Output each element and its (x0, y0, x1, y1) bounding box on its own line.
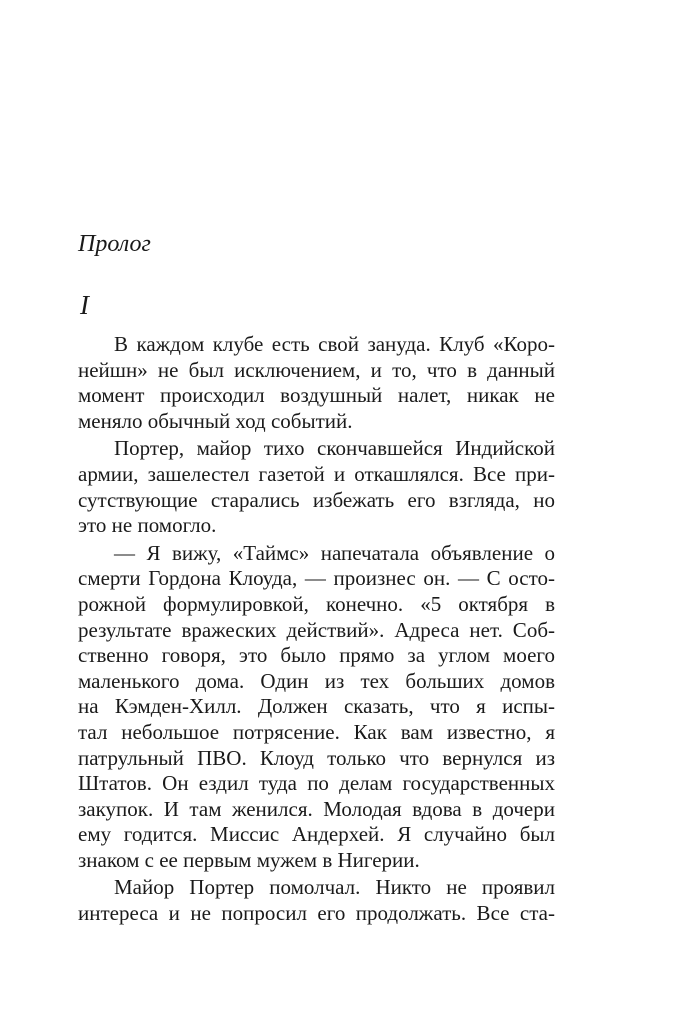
text-line: меняло обычный ход событий. (78, 408, 353, 433)
text-line: В каждом клубе есть свой зануда. Клуб «Коро- (114, 332, 555, 356)
text-line: Майор Портер помолчал. Никто не проявил (114, 875, 555, 900)
text-line: знаком с ее первым мужем в Нигерии. (78, 847, 420, 872)
text-line: армии, зашелестел газетой и откашлялся. Все при- (78, 461, 555, 486)
text-line: закупок. И там женился. Молодая вдова в дочери (78, 796, 555, 821)
text-line: результате вражеских действий». Адреса нет. Соб- (78, 617, 555, 642)
text-line: ему годится. Миссис Андерхей. Я случайно был (78, 822, 555, 847)
text-line: тал небольшое потрясение. Как вам известно, я (78, 719, 555, 744)
section-number: I (80, 290, 89, 320)
text-line: ственно говоря, это было прямо за углом моего (78, 643, 555, 668)
text-line: нейшн» не был исключением, и то, что в данный (78, 357, 555, 382)
text-line: Портер, майор тихо скончавшейся Индийской (114, 436, 555, 461)
text-line: интереса и не попросил его продолжать. Все ста- (78, 901, 555, 926)
text-line: — Я вижу, «Таймс» напечатала объявление о (114, 540, 555, 565)
text-line: Штатов. Он ездил туда по делам государственных (78, 771, 555, 796)
chapter-title: Пролог (78, 231, 151, 257)
text-line: рожной формулировкой, конечно. «5 октября в (78, 591, 555, 616)
text-line: момент происходил воздушный налет, никак не (78, 383, 555, 408)
paragraph (78, 436, 555, 538)
text-line: маленького дома. Один из тех больших домов (78, 668, 555, 693)
paragraph (78, 541, 555, 874)
paragraph (78, 332, 555, 434)
body-text (78, 332, 555, 929)
text-line: на Кэмден-Хилл. Должен сказать, что я испы- (78, 694, 555, 719)
paragraph (78, 875, 555, 926)
text-line: патрульный ПВО. Клоуд только что вернулся из (78, 745, 555, 770)
text-line: сутствующие старались избежать его взгляда, но (78, 487, 555, 512)
text-line: это не помогло. (78, 513, 217, 538)
text-line: смерти Гордона Клоуда, — произнес он. — С осто- (78, 566, 555, 591)
